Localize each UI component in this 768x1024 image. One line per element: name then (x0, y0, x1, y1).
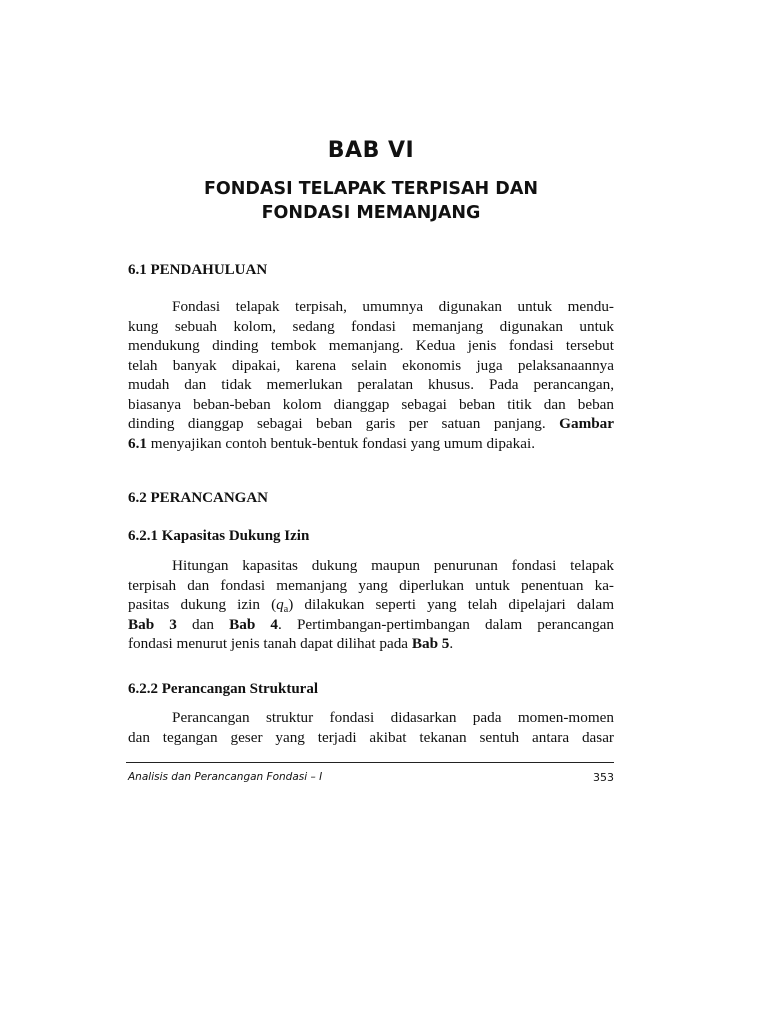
text-line (128, 434, 614, 454)
text-line (128, 634, 614, 654)
section-heading-6-1: 6.1 PENDAHULUAN (128, 262, 268, 278)
text-fragment: dinding dianggap sebagai beban garis per satuan panjang. (128, 415, 546, 432)
chapter-title (128, 177, 614, 225)
text-fragment: pasitas dukung izin ( (128, 596, 277, 613)
chapter-number: BAB VI (327, 138, 415, 163)
chapter-reference: Bab 4 (229, 615, 279, 633)
paragraph-kapasitas-dukung (128, 556, 614, 654)
chapter-title-line-2: FONDASI MEMANJANG (261, 203, 481, 223)
chapter-reference: Bab 3 (128, 615, 177, 633)
paragraph-perancangan-struktural (128, 708, 614, 747)
text-fragment: . (449, 635, 454, 652)
footer-divider (126, 762, 614, 763)
footer-book-title: Analisis dan Perancangan Fondasi – I (128, 771, 323, 783)
text-line: terpisah dan fondasi memanjang yang diperlukan untuk penentuan ka- (128, 576, 614, 594)
text-line: Fondasi telapak terpisah, umumnya digunakan untuk mendu- (172, 298, 614, 315)
text-line: mudah dan tidak memerlukan peralatan khusus. Pada perancangan, (128, 376, 614, 393)
text-line: Hitungan kapasitas dukung maupun penurunan fondasi telapak (172, 557, 614, 574)
paragraph-pendahuluan (128, 297, 614, 453)
text-line: Perancangan struktur fondasi didasarkan pada momen-momen (172, 709, 614, 726)
text-line: dan tegangan geser yang terjadi akibat tekanan sentuh antara dasar (128, 728, 614, 746)
section-heading-6-2: 6.2 PERANCANGAN (128, 490, 268, 506)
figure-reference-number: 6.1 (128, 434, 147, 452)
text-line: kung sebuah kolom, sedang fondasi memanjang digunakan untuk (128, 317, 614, 335)
text-fragment: fondasi menurut jenis tanah dapat dilihat pada (128, 635, 412, 652)
subsection-heading-6-2-1: 6.2.1 Kapasitas Dukung Izin (128, 528, 310, 544)
text-line (128, 414, 614, 434)
figure-reference: Gambar (559, 415, 615, 432)
symbol-q: q (276, 596, 284, 613)
chapter-header (128, 138, 614, 225)
text-line: mendukung dinding tembok memanjang. Kedua jenis fondasi tersebut (128, 337, 614, 354)
chapter-title-line-1: FONDASI TELAPAK TERPISAH DAN (203, 179, 539, 199)
text-line (128, 595, 614, 615)
subsection-heading-6-2-2: 6.2.2 Perancangan Struktural (128, 681, 319, 697)
footer-page-number: 353 (593, 771, 614, 784)
text-line (128, 615, 614, 635)
text-fragment: menyajikan contoh bentuk-bentuk fondasi yang umum dipakai. (150, 434, 536, 452)
chapter-reference: Bab 5 (411, 635, 450, 652)
text-fragment: ) dilakukan seperti yang telah dipelajari dalam (288, 596, 615, 613)
text-line: telah banyak dipakai, karena selain ekonomis juga pelaksanaannya (128, 356, 614, 374)
text-fragment: . Pertimbangan-pertimbangan dalam perancangan (278, 615, 614, 633)
text-fragment: dan (176, 615, 230, 633)
text-line: biasanya beban-beban kolom dianggap sebagai beban titik dan beban (128, 395, 614, 413)
symbol-subscript: a (283, 604, 289, 615)
